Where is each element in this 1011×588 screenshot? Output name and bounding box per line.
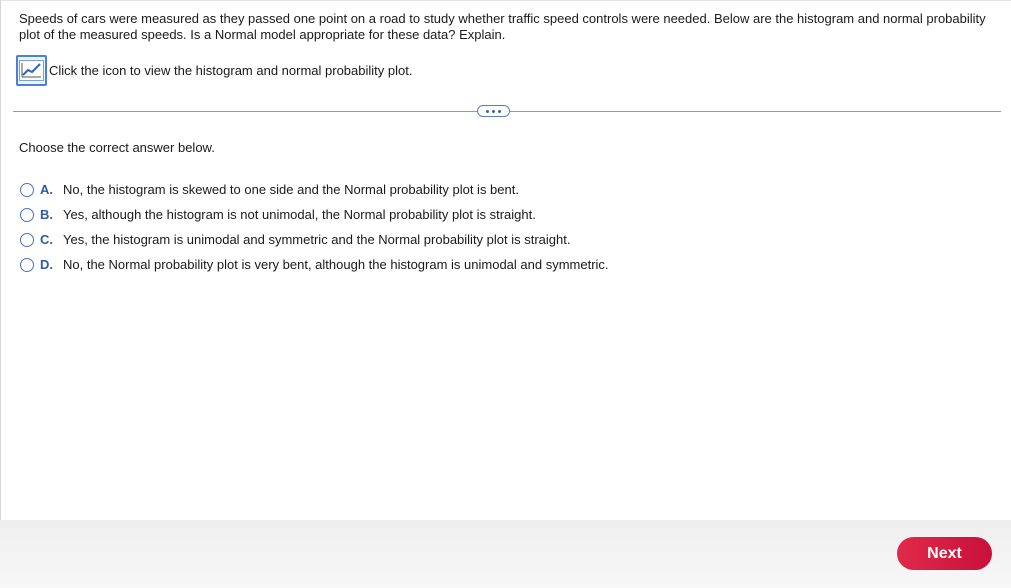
next-button[interactable]: Next — [897, 537, 992, 570]
media-tool-row — [16, 55, 412, 85]
option-letter: C. — [40, 232, 53, 247]
tool-instruction: Click the icon to view the histogram and normal probability plot. — [49, 62, 413, 78]
option-a[interactable] — [20, 177, 609, 202]
chart-icon[interactable] — [16, 55, 47, 86]
radio-button[interactable] — [20, 183, 34, 197]
option-text: No, the Normal probability plot is very bent, although the histogram is unimodal and symmetric. — [63, 257, 609, 272]
option-c[interactable] — [20, 227, 609, 252]
answer-options — [20, 177, 609, 277]
expand-more-button[interactable] — [477, 105, 510, 117]
option-b[interactable] — [20, 202, 609, 227]
answer-prompt: Choose the correct answer below. — [19, 140, 215, 155]
option-text: No, the histogram is skewed to one side and the Normal probability plot is bent. — [63, 182, 519, 197]
option-letter: D. — [40, 257, 53, 272]
option-letter: B. — [40, 207, 53, 222]
dot-icon — [498, 110, 501, 113]
option-letter: A. — [40, 182, 53, 197]
question-text: Speeds of cars were measured as they passed one point on a road to study whether traffic speed controls were needed. Below are the histogram and normal probability plot of the measured speeds. Is a Normal model appropriate for these data? Explain. — [19, 11, 986, 42]
option-text: Yes, although the histogram is not unimodal, the Normal probability plot is straight. — [63, 207, 536, 222]
radio-button[interactable] — [20, 233, 34, 247]
dot-icon — [486, 110, 489, 113]
option-text: Yes, the histogram is unimodal and symmetric and the Normal probability plot is straight. — [63, 232, 571, 247]
dot-icon — [492, 110, 495, 113]
radio-button[interactable] — [20, 258, 34, 272]
radio-button[interactable] — [20, 208, 34, 222]
option-d[interactable] — [20, 252, 609, 277]
footer-bar — [0, 520, 1011, 588]
